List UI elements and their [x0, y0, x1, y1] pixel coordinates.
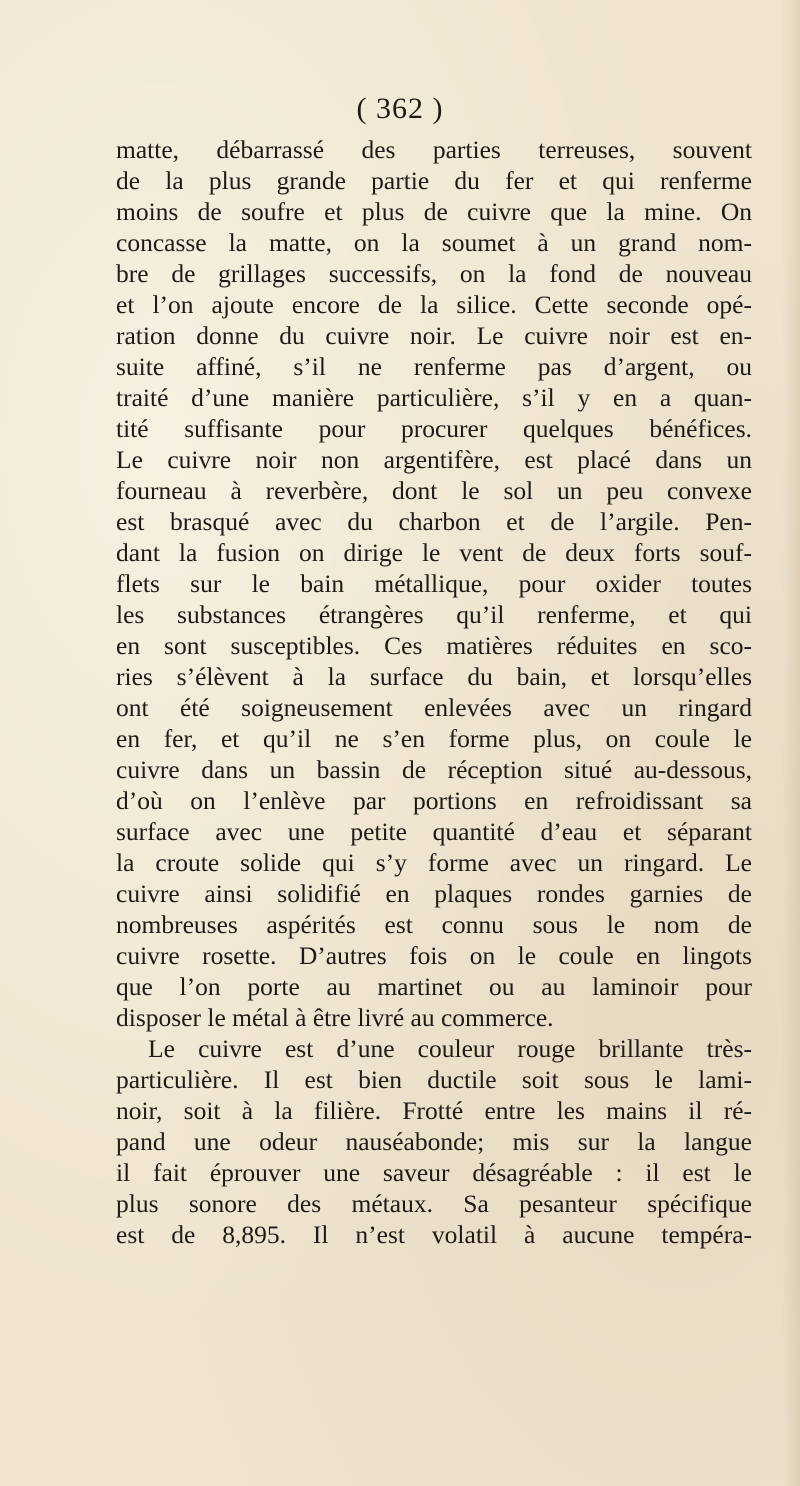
text-line: particulière. Il est bien ductile soit sous le lami- — [116, 1065, 752, 1094]
text-line: surface avec une petite quantité d’eau et séparant — [116, 817, 752, 846]
text-line: noir, soit à la filière. Frotté entre les mains il ré- — [116, 1096, 752, 1125]
text-line: bre de grillages successifs, on la fond de nouveau — [116, 259, 752, 288]
text-line: Le cuivre est d’une couleur rouge brillante très- — [148, 1034, 752, 1063]
paragraph — [116, 134, 752, 1033]
text-line: cuivre ainsi solidifié en plaques rondes garnies de — [116, 879, 752, 908]
text-line: moins de soufre et plus de cuivre que la mine. On — [116, 197, 752, 226]
text-line: d’où on l’enlève par portions en refroidissant sa — [116, 786, 752, 815]
text-line: et l’on ajoute encore de la silice. Cette seconde opé- — [116, 290, 752, 319]
text-line: disposer le métal à être livré au commerce. — [116, 1003, 554, 1032]
text-line: cuivre rosette. D’autres fois on le coule en lingots — [116, 941, 752, 970]
text-line: suite affiné, s’il ne renferme pas d’argent, ou — [116, 352, 752, 381]
text-line: pand une odeur nauséabonde; mis sur la langue — [116, 1127, 752, 1156]
page-number: ( 362 ) — [356, 92, 444, 125]
text-line: dant la fusion on dirige le vent de deux forts souf- — [116, 538, 752, 567]
text-line: ont été soigneusement enlevées avec un ringard — [116, 693, 752, 722]
text-line: ration donne du cuivre noir. Le cuivre noir est en- — [116, 321, 752, 350]
text-line: en sont susceptibles. Ces matières réduites en sco- — [116, 631, 752, 660]
text-line: tité suffisante pour procurer quelques bénéfices. — [116, 414, 752, 443]
text-line: en fer, et qu’il ne s’en forme plus, on coule le — [116, 724, 752, 753]
body-text — [116, 134, 752, 1250]
text-line: ries s’élèvent à la surface du bain, et lorsqu’elles — [116, 662, 752, 691]
text-line: est brasqué avec du charbon et de l’argile. Pen- — [116, 507, 752, 536]
text-line: cuivre dans un bassin de réception situé au-dessous, — [116, 755, 752, 784]
text-line: matte, débarrassé des parties terreuses, souvent — [116, 135, 752, 164]
text-line: nombreuses aspérités est connu sous le nom de — [116, 910, 752, 939]
text-line: de la plus grande partie du fer et qui renferme — [116, 166, 752, 195]
text-line: que l’on porte au martinet ou au laminoir pour — [116, 972, 752, 1001]
text-line: plus sonore des métaux. Sa pesanteur spécifique — [116, 1189, 752, 1218]
text-line: concasse la matte, on la soumet à un grand nom- — [116, 228, 752, 257]
paragraph — [116, 1033, 752, 1250]
text-line: traité d’une manière particulière, s’il y en a quan- — [116, 383, 752, 412]
text-line: Le cuivre noir non argentifère, est placé dans un — [116, 445, 752, 474]
text-line: la croute solide qui s’y forme avec un ringard. Le — [116, 848, 752, 877]
text-line: les substances étrangères qu’il renferme, et qui — [116, 600, 752, 629]
text-line: est de 8,895. Il n’est volatil à aucune tempéra- — [116, 1220, 752, 1249]
page-edge-shadow — [782, 0, 800, 1486]
text-line: il fait éprouver une saveur désagréable : il est le — [116, 1158, 752, 1187]
text-line: flets sur le bain métallique, pour oxider toutes — [116, 569, 752, 598]
text-line: fourneau à reverbère, dont le sol un peu convexe — [116, 476, 752, 505]
